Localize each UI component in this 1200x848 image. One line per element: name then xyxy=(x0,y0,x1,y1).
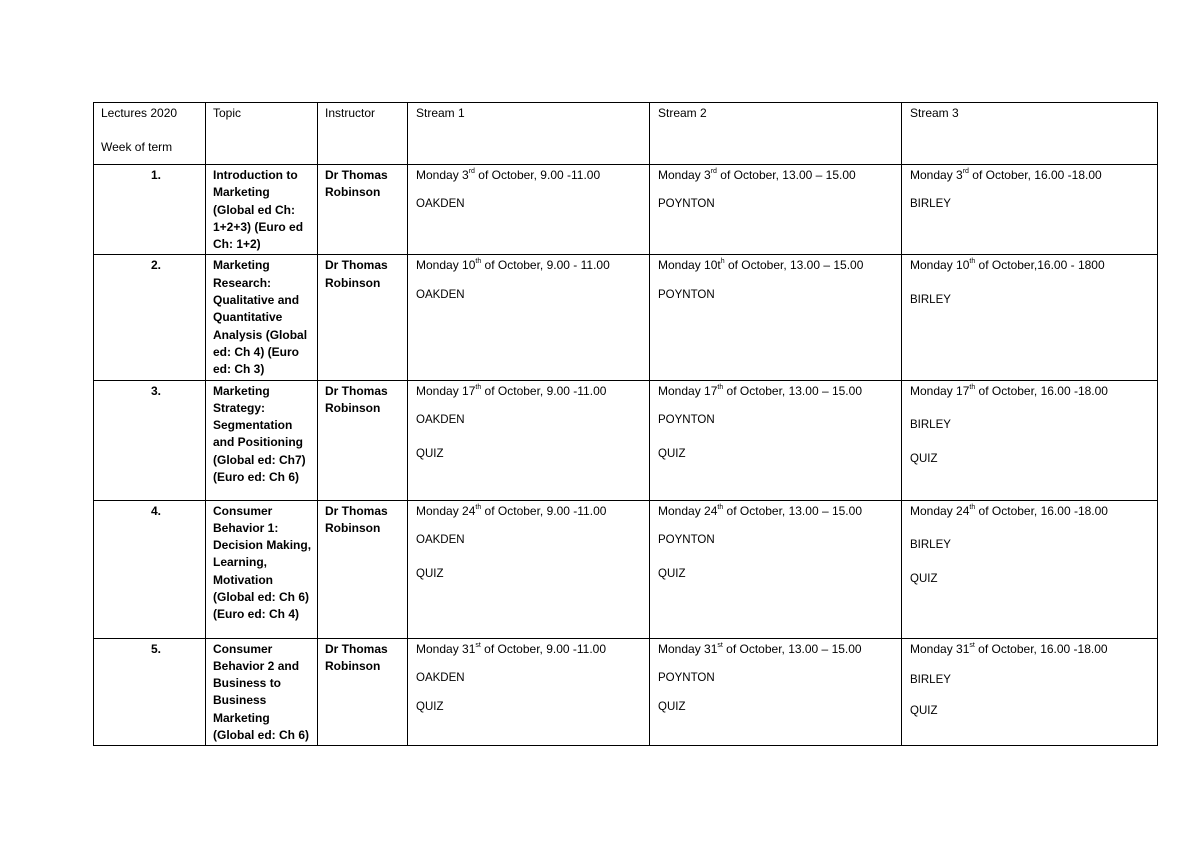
room-label: OAKDEN xyxy=(416,671,465,684)
quiz-label: QUIZ xyxy=(416,568,444,581)
room-label: OAKDEN xyxy=(416,288,465,301)
stream-3-cell: Monday 24th of October, 16.00 -18.00 BIRLEY QUIZ xyxy=(902,500,1158,638)
header-topic: Topic xyxy=(206,103,318,165)
instructor-cell: Dr Thomas Robinson xyxy=(318,165,408,255)
stream-1-cell: Monday 10th of October, 9.00 - 11.00 OAKDEN xyxy=(408,255,650,380)
room-label: POYNTON xyxy=(658,288,715,301)
table-row xyxy=(94,255,1158,380)
room-label: BIRLEY xyxy=(910,418,951,431)
header-week xyxy=(94,103,206,165)
stream-1-cell: Monday 17th of October, 9.00 -11.00 OAKDEN QUIZ xyxy=(408,380,650,500)
room-label: BIRLEY xyxy=(910,293,951,306)
room-label: POYNTON xyxy=(658,533,715,546)
quiz-label: QUIZ xyxy=(910,453,938,466)
header-row xyxy=(94,103,1158,165)
stream-2-cell: Monday 24th of October, 13.00 – 15.00 POYNTON QUIZ xyxy=(650,500,902,638)
week-cell: 3. xyxy=(94,380,206,500)
topic-cell: Consumer Behavior 2 and Business to Business Marketing (Global ed: Ch 6) xyxy=(206,638,318,746)
table-row xyxy=(94,500,1158,638)
table-row xyxy=(94,165,1158,255)
week-cell: 4. xyxy=(94,500,206,638)
room-label: POYNTON xyxy=(658,198,715,211)
stream-1-cell: Monday 31st of October, 9.00 -11.00 OAKDEN QUIZ xyxy=(408,638,650,746)
lecture-schedule-table xyxy=(93,102,1158,746)
header-stream-1: Stream 1 xyxy=(408,103,650,165)
room-label: BIRLEY xyxy=(910,198,951,211)
header-stream-2: Stream 2 xyxy=(650,103,902,165)
stream-3-cell: Monday 3rd of October, 16.00 -18.00 BIRLEY xyxy=(902,165,1158,255)
instructor-cell: Dr Thomas Robinson xyxy=(318,380,408,500)
room-label: OAKDEN xyxy=(416,198,465,211)
room-label: BIRLEY xyxy=(910,673,951,686)
quiz-label: QUIZ xyxy=(910,705,938,718)
quiz-label: QUIZ xyxy=(658,568,686,581)
topic-cell: Marketing Strategy: Segmentation and Positioning (Global ed: Ch7) (Euro ed: Ch 6) xyxy=(206,380,318,500)
quiz-label: QUIZ xyxy=(416,701,444,714)
week-cell: 5. xyxy=(94,638,206,746)
room-label: OAKDEN xyxy=(416,413,465,426)
topic-cell: Marketing Research: Qualitative and Quantitative Analysis (Global ed: Ch 4) (Euro ed: Ch 3) xyxy=(206,255,318,380)
instructor-cell: Dr Thomas Robinson xyxy=(318,500,408,638)
header-lectures-label: Lectures 2020 xyxy=(101,106,178,120)
stream-2-cell: Monday $10t^h$ of October, 13.00 – 15.00 POYNTON xyxy=(650,255,902,380)
quiz-label: QUIZ xyxy=(910,573,938,586)
table-row xyxy=(94,380,1158,500)
stream-2-cell: Monday 17th of October, 13.00 – 15.00 POYNTON QUIZ xyxy=(650,380,902,500)
topic-cell: Introduction to Marketing (Global ed Ch: 1+2+3) (Euro ed Ch: 1+2) xyxy=(206,165,318,255)
stream-1-cell: Monday 3rd of October, 9.00 -11.00 OAKDEN xyxy=(408,165,650,255)
topic-cell: Consumer Behavior 1: Decision Making, Learning, Motivation (Global ed: Ch 6) (Euro ed: Ch 4) xyxy=(206,500,318,638)
quiz-label: QUIZ xyxy=(658,701,686,714)
instructor-cell: Dr Thomas Robinson xyxy=(318,638,408,746)
room-label: BIRLEY xyxy=(910,538,951,551)
table-row xyxy=(94,638,1158,746)
header-instructor: Instructor xyxy=(318,103,408,165)
header-stream-3: Stream 3 xyxy=(902,103,1158,165)
quiz-label: QUIZ xyxy=(658,448,686,461)
stream-2-cell: Monday 3rd of October, 13.00 – 15.00 POYNTON xyxy=(650,165,902,255)
week-cell: 1. xyxy=(94,165,206,255)
instructor-cell: Dr Thomas Robinson xyxy=(318,255,408,380)
room-label: POYNTON xyxy=(658,413,715,426)
week-cell: 2. xyxy=(94,255,206,380)
stream-3-cell: Monday 10th of October,16.00 - 1800 BIRLEY xyxy=(902,255,1158,380)
stream-2-cell: Monday 31st of October, 13.00 – 15.00 POYNTON QUIZ xyxy=(650,638,902,746)
room-label: POYNTON xyxy=(658,671,715,684)
room-label: OAKDEN xyxy=(416,533,465,546)
header-week-label: Week of term xyxy=(101,140,173,155)
stream-3-cell: Monday 31st of October, 16.00 -18.00 BIRLEY QUIZ xyxy=(902,638,1158,746)
stream-3-cell: Monday 17th of October, 16.00 -18.00 BIRLEY QUIZ xyxy=(902,380,1158,500)
quiz-label: QUIZ xyxy=(416,448,444,461)
stream-1-cell: Monday 24th of October, 9.00 -11.00 OAKDEN QUIZ xyxy=(408,500,650,638)
